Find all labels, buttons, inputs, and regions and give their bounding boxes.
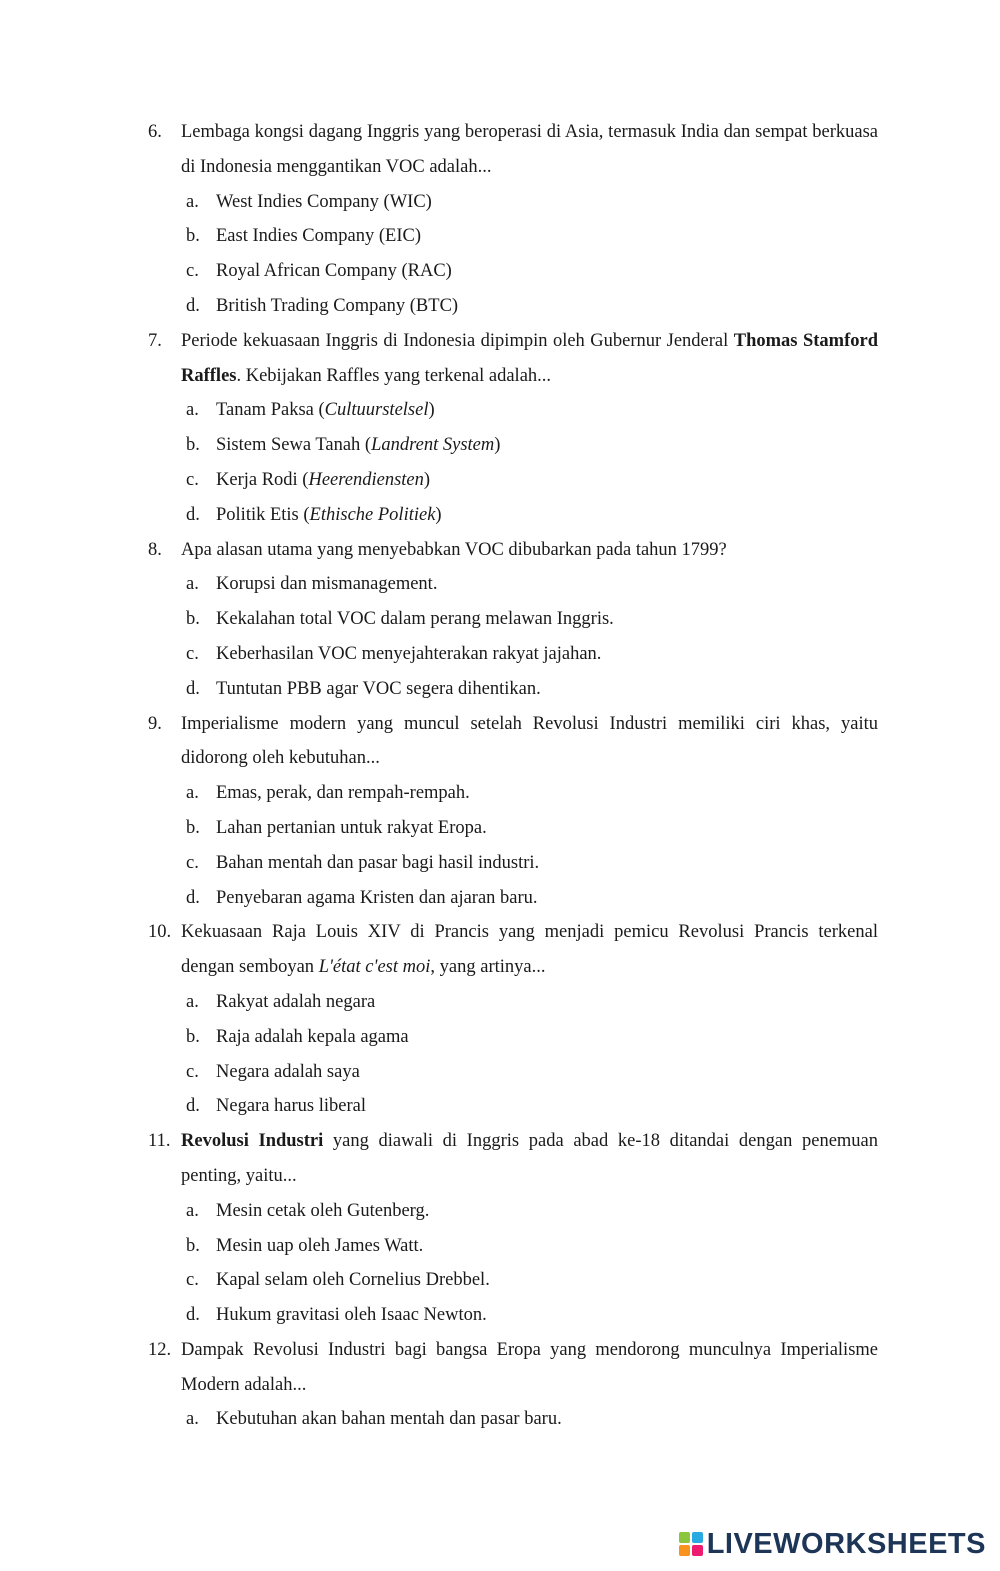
option-text-italic: Cultuurstelsel bbox=[324, 400, 429, 421]
option-text: Penyebaran agama Kristen dan ajaran baru. bbox=[216, 887, 538, 908]
option-letter: b. bbox=[186, 817, 200, 838]
question-6 bbox=[148, 115, 878, 324]
option-b[interactable] bbox=[181, 219, 878, 254]
question-text-part: , yang artinya... bbox=[430, 957, 546, 978]
question-number: 7. bbox=[148, 330, 162, 351]
question-text bbox=[181, 115, 878, 185]
option-letter: c. bbox=[186, 261, 199, 282]
option-letter: b. bbox=[186, 1026, 200, 1047]
option-c[interactable] bbox=[181, 463, 878, 498]
option-letter: b. bbox=[186, 609, 200, 630]
option-letter: a. bbox=[186, 1409, 199, 1430]
option-text: East Indies Company (EIC) bbox=[216, 226, 421, 247]
question-text bbox=[181, 324, 878, 394]
question-text-part: Apa alasan utama yang menyebabkan VOC dibubarkan pada tahun 1799? bbox=[181, 539, 727, 560]
option-letter: b. bbox=[186, 226, 200, 247]
option-letter: d. bbox=[186, 678, 200, 699]
option-text: Royal African Company (RAC) bbox=[216, 261, 452, 282]
option-c[interactable] bbox=[181, 254, 878, 289]
option-list bbox=[181, 567, 878, 706]
option-text: Hukum gravitasi oleh Isaac Newton. bbox=[216, 1305, 487, 1326]
option-d[interactable] bbox=[181, 881, 878, 916]
option-b[interactable] bbox=[181, 1020, 878, 1055]
option-text-italic: Landrent System bbox=[371, 435, 495, 456]
option-a[interactable] bbox=[181, 1194, 878, 1229]
option-text: ) bbox=[423, 469, 431, 490]
option-a[interactable] bbox=[181, 393, 878, 428]
option-list bbox=[181, 393, 878, 532]
option-text: ) bbox=[428, 400, 435, 421]
option-a[interactable] bbox=[181, 185, 878, 220]
option-a[interactable] bbox=[181, 567, 878, 602]
question-number: 8. bbox=[148, 539, 162, 560]
liveworksheets-logo[interactable] bbox=[679, 1529, 986, 1559]
question-9 bbox=[148, 707, 878, 916]
option-text: Emas, perak, dan rempah-rempah. bbox=[216, 783, 470, 804]
option-b[interactable] bbox=[181, 1229, 878, 1264]
option-c[interactable] bbox=[181, 1055, 878, 1090]
logo-square-pink bbox=[692, 1545, 703, 1556]
question-text-bold: Revolusi Industri bbox=[181, 1131, 324, 1152]
option-letter: b. bbox=[186, 1235, 200, 1256]
option-d[interactable] bbox=[181, 672, 878, 707]
option-letter: d. bbox=[186, 295, 200, 316]
option-letter: c. bbox=[186, 469, 199, 490]
option-text: Korupsi dan mismanagement. bbox=[216, 574, 438, 595]
option-text-italic: Heerendiensten bbox=[308, 469, 424, 490]
option-a[interactable] bbox=[181, 985, 878, 1020]
option-list bbox=[181, 985, 878, 1124]
option-letter: c. bbox=[186, 852, 199, 873]
question-text-part: Periode kekuasaan Inggris di Indonesia dipimpin oleh Gubernur Jenderal bbox=[181, 330, 734, 351]
question-number: 10. bbox=[148, 922, 172, 943]
question-text-italic: L'état c'est moi bbox=[318, 957, 431, 978]
question-number: 9. bbox=[148, 713, 162, 734]
option-letter: c. bbox=[186, 1270, 199, 1291]
option-d[interactable] bbox=[181, 1298, 878, 1333]
option-letter: c. bbox=[186, 643, 199, 664]
question-8 bbox=[148, 533, 878, 707]
option-letter: a. bbox=[186, 991, 199, 1012]
question-text-part: Kekuasaan Raja Louis XIV di Prancis yang menjadi pemicu Revolusi Prancis terkenal dengan semboyan bbox=[181, 922, 878, 978]
question-text-part: Imperialisme modern yang muncul setelah Revolusi Industri memiliki ciri khas, yaitu didorong oleh kebutuhan... bbox=[181, 713, 878, 769]
question-text-part: Lembaga kongsi dagang Inggris yang beroperasi di Asia, termasuk India dan sempat berkuasa di Indonesia menggantikan VOC adalah... bbox=[181, 122, 878, 177]
option-text-italic: Ethische Politiek bbox=[309, 504, 436, 525]
option-text: Kekalahan total VOC dalam perang melawan Inggris. bbox=[216, 609, 614, 630]
question-text-part: yang diawali di Inggris pada abad ke-18 ditandai dengan penemuan penting, yaitu... bbox=[181, 1131, 879, 1186]
option-text: West Indies Company (WIC) bbox=[216, 191, 432, 212]
option-letter: a. bbox=[186, 574, 199, 595]
option-text: Raja adalah kepala agama bbox=[216, 1026, 409, 1047]
question-text bbox=[181, 1333, 878, 1403]
option-text: Bahan mentah dan pasar bagi hasil industri. bbox=[216, 852, 540, 873]
logo-text: LIVEWORKSHEETS bbox=[706, 1528, 986, 1560]
option-text: ) bbox=[435, 504, 442, 525]
option-list bbox=[181, 185, 878, 324]
option-d[interactable] bbox=[181, 1089, 878, 1124]
option-b[interactable] bbox=[181, 602, 878, 637]
option-text: Politik Etis ( bbox=[216, 504, 310, 525]
question-number: 12. bbox=[148, 1339, 172, 1360]
option-text: Tuntutan PBB agar VOC segera dihentikan. bbox=[216, 678, 541, 699]
option-text: Negara harus liberal bbox=[216, 1096, 366, 1117]
question-text-bold: Thomas Stamford Raffles bbox=[181, 330, 879, 386]
option-c[interactable] bbox=[181, 1263, 878, 1298]
option-letter: b. bbox=[186, 435, 200, 456]
option-text: Lahan pertanian untuk rakyat Eropa. bbox=[216, 817, 487, 838]
option-d[interactable] bbox=[181, 289, 878, 324]
question-text-part: . Kebijakan Raffles yang terkenal adalah... bbox=[236, 365, 552, 386]
question-list bbox=[148, 115, 878, 1437]
option-letter: d. bbox=[186, 504, 200, 525]
logo-icon bbox=[679, 1532, 703, 1556]
option-b[interactable] bbox=[181, 811, 878, 846]
question-number: 6. bbox=[148, 122, 162, 142]
option-text: Tanam Paksa ( bbox=[216, 400, 325, 421]
option-letter: d. bbox=[186, 1305, 200, 1326]
question-text-part: Dampak Revolusi Industri bagi bangsa Eropa yang mendorong munculnya Imperialisme Modern adalah... bbox=[181, 1339, 878, 1395]
option-text: Sistem Sewa Tanah ( bbox=[216, 435, 372, 456]
logo-square-blue bbox=[692, 1532, 703, 1543]
option-text: Rakyat adalah negara bbox=[216, 991, 376, 1012]
option-letter: a. bbox=[186, 783, 199, 804]
option-c[interactable] bbox=[181, 637, 878, 672]
option-text: Kapal selam oleh Cornelius Drebbel. bbox=[216, 1270, 490, 1291]
option-letter: d. bbox=[186, 887, 200, 908]
question-10 bbox=[148, 915, 878, 1124]
option-list bbox=[181, 1402, 878, 1437]
logo-square-orange bbox=[679, 1545, 690, 1556]
option-letter: a. bbox=[186, 400, 199, 421]
logo-square-green bbox=[679, 1532, 690, 1543]
option-text: Negara adalah saya bbox=[216, 1061, 360, 1082]
question-text bbox=[181, 1124, 878, 1194]
option-list bbox=[181, 776, 878, 915]
option-text: Keberhasilan VOC menyejahterakan rakyat jajahan. bbox=[216, 643, 602, 664]
option-a[interactable] bbox=[181, 776, 878, 811]
question-text bbox=[181, 533, 878, 568]
question-11 bbox=[148, 1124, 878, 1333]
option-letter: d. bbox=[186, 1096, 200, 1117]
option-text: Mesin uap oleh James Watt. bbox=[216, 1235, 424, 1256]
option-list bbox=[181, 1194, 878, 1333]
option-a[interactable] bbox=[181, 1402, 878, 1437]
option-text: Kebutuhan akan bahan mentah dan pasar baru. bbox=[216, 1409, 562, 1430]
question-12 bbox=[148, 1333, 878, 1437]
question-7 bbox=[148, 324, 878, 533]
option-b[interactable] bbox=[181, 428, 878, 463]
option-text: Kerja Rodi ( bbox=[216, 469, 309, 490]
option-c[interactable] bbox=[181, 846, 878, 881]
option-letter: c. bbox=[186, 1061, 199, 1082]
question-text bbox=[181, 915, 878, 985]
option-text: ) bbox=[494, 435, 501, 456]
option-d[interactable] bbox=[181, 498, 878, 533]
option-letter: a. bbox=[186, 191, 199, 212]
question-number: 11. bbox=[148, 1131, 171, 1152]
question-text bbox=[181, 707, 878, 777]
option-text: Mesin cetak oleh Gutenberg. bbox=[216, 1200, 430, 1221]
option-letter: a. bbox=[186, 1200, 199, 1221]
option-text: British Trading Company (BTC) bbox=[216, 295, 459, 316]
